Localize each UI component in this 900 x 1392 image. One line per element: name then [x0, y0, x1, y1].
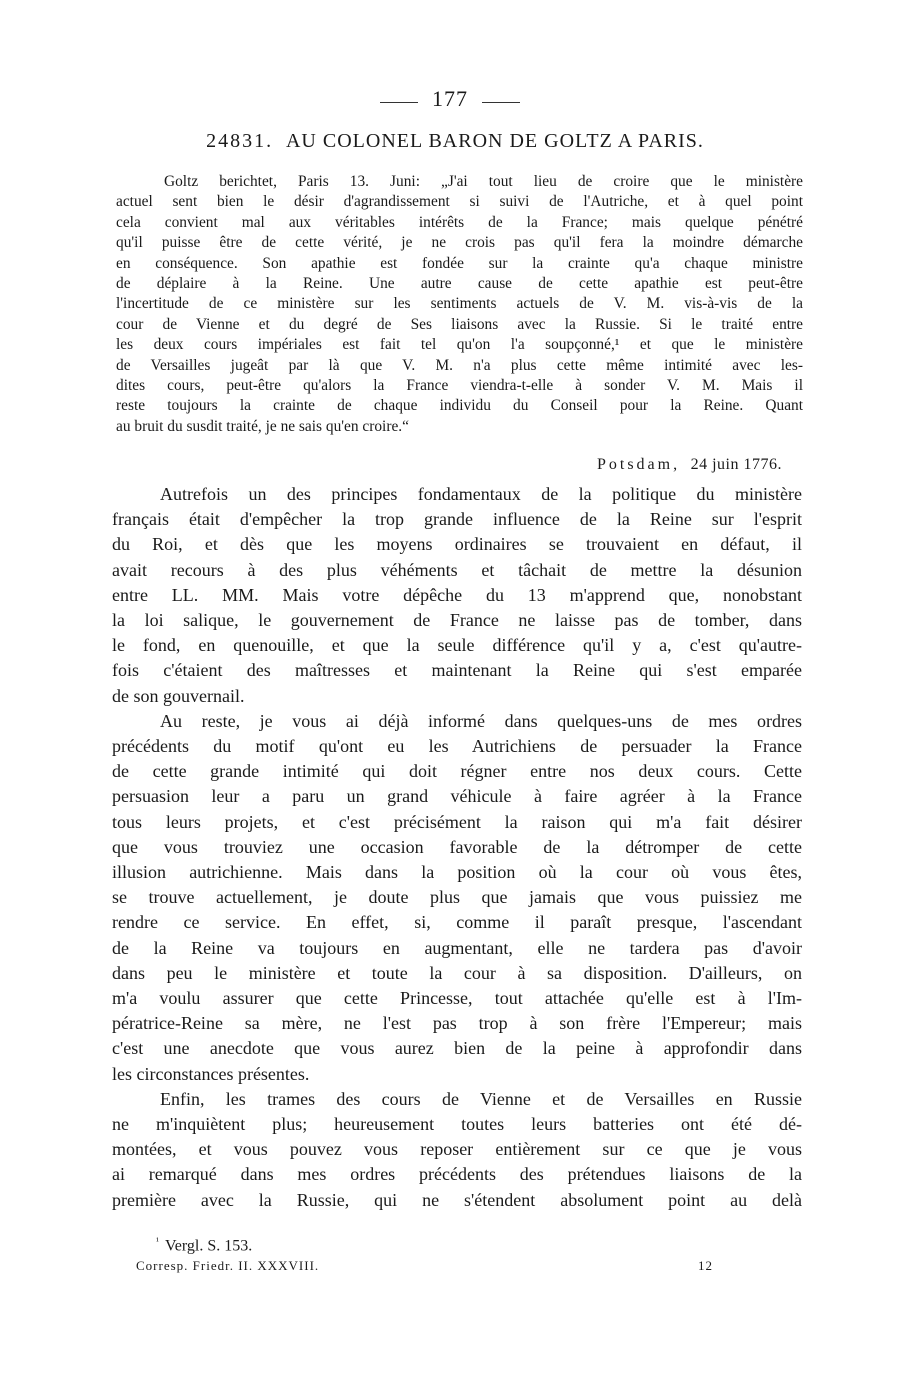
sheet-number: 12: [698, 1258, 713, 1273]
letter-number: 24831.: [206, 130, 274, 152]
body-line: que vous trouviez une occasion favorable de la détromper de cette: [112, 836, 802, 857]
body-line: du Roi, et dès que les moyens ordinaires se trouvaient en défaut, il: [112, 534, 802, 555]
body-line: ai remarqué dans mes ordres précédents des prétendues liaisons de la: [112, 1164, 802, 1185]
footnote-text: Vergl. S. 153.: [165, 1237, 253, 1255]
report-line: en conséquence. Son apathie est fondée sur la crainte qu'a chaque ministre: [116, 254, 803, 272]
report-line: au bruit du susdit traité, je ne sais qu'en croire.“: [116, 417, 409, 435]
report-line: cour de Vienne et du degré de Ses liaisons avec la Russie. Si le traité entre: [116, 315, 803, 333]
report-line: les deux cours impériales est fait tel qu'on l'a soupçonné,¹ et que le ministère: [116, 336, 803, 354]
body-line: illusion autrichienne. Mais dans la position où la cour où vous êtes,: [112, 862, 802, 883]
body-line: Autrefois un des principes fondamentaux de la politique du ministère: [160, 484, 802, 504]
body-line: Au reste, je vous ai déjà informé dans quelques-uns de mes ordres: [160, 710, 802, 731]
report-line: actuel sent bien le désir d'agrandissement si suivi de l'Autriche, et à quel point: [116, 193, 803, 211]
body-line: entre LL. MM. Mais votre dépêche du 13 m'apprend que, nonobstant: [112, 584, 802, 605]
report-line: de déplaire à la Reine. Une autre cause de cette apathie est peut-être: [116, 275, 803, 293]
page-header: [0, 86, 900, 112]
report-line: cela convient mal aux véritables intérêts de la France; mais quelque pénétré: [116, 213, 803, 231]
letter-addressee: AU COLONEL BARON DE GOLTZ A PARIS.: [285, 130, 704, 152]
body-line: persuasion leur a paru un grand véhicule à faire agréer à la France: [112, 786, 802, 807]
report-line: de Versailles jugeât par là que V. M. n'a plus cette même intimité avec les-: [116, 356, 803, 374]
footnote: [156, 1236, 252, 1255]
report-line: Goltz berichtet, Paris 13. Juni: „J'ai tout lieu de croire que le ministère: [164, 173, 803, 190]
header-rule-right: [482, 102, 520, 103]
header-rule-left: [380, 102, 418, 103]
body-line: précédents du motif qu'ont eu les Autrichiens de persuader la France: [112, 736, 802, 757]
letter-body: [112, 482, 802, 1213]
body-line: français était d'empêcher la trop grande influence de la Reine sur l'esprit: [112, 509, 802, 530]
report-line: dites cours, peut-être qu'alors la France viendra-t-elle à sonder V. M. Mais il: [116, 377, 803, 395]
dateline: [597, 456, 782, 474]
report-line: qu'il puisse être de cette vérité, je ne crois pas qu'il fera la moindre démarche: [116, 234, 803, 252]
body-line: fois c'étaient des maîtresses et maintenant la Reine qui s'est emparée: [112, 660, 802, 681]
dateline-date: 24 juin 1776.: [690, 456, 782, 473]
body-line: pératrice-Reine sa mère, ne l'est pas trop à son frère l'Empereur; mais: [112, 1013, 802, 1034]
body-line: se trouve actuellement, je doute plus que jamais que vous puissiez me: [112, 887, 802, 908]
body-line: ne m'inquiètent plus; heureusement toutes leurs batteries ont été dé-: [112, 1114, 802, 1135]
letter-title: [110, 130, 800, 153]
report-excerpt: [116, 172, 803, 437]
report-line: reste toujours la crainte de chaque individu du Conseil pour la Reine. Quant: [116, 397, 803, 415]
body-line: tous leurs projets, et c'est précisément la raison qui m'a fait désirer: [112, 811, 802, 832]
body-line: première avec la Russie, qui ne s'étendent absolument point au delà: [112, 1189, 802, 1210]
body-line: le fond, en quenouille, et que la seule différence qu'il y a, c'est qu'autre-: [112, 635, 802, 656]
body-line: avait recours à des plus véhéments et tâchait de mettre la désunion: [112, 559, 802, 580]
body-line: c'est une anecdote que vous aurez bien de la peine à approfondir dans: [112, 1038, 802, 1059]
dateline-place: Potsdam,: [596, 456, 681, 473]
signature-line: Corresp. Friedr. II. XXXVIII.: [136, 1258, 320, 1273]
body-line: les circonstances présentes.: [112, 1063, 310, 1084]
body-line: montées, et vous pouvez vous reposer entièrement sur ce que je vous: [112, 1139, 802, 1160]
body-line: m'a voulu assurer que cette Princesse, tout attachée qu'elle est à l'Im-: [112, 988, 802, 1009]
report-line: l'incertitude de ce ministère sur les sentiments actuels de V. M. vis-à-vis de la: [116, 295, 803, 313]
body-line: la loi salique, le gouvernement de France ne laisse pas de tomber, dans: [112, 610, 802, 631]
body-line: de cette grande intimité qui doit régner entre nos deux cours. Cette: [112, 761, 802, 782]
body-line: dans peu le ministère et toute la cour à sa disposition. D'ailleurs, on: [112, 962, 802, 983]
footnote-mark: ¹: [156, 1236, 159, 1247]
body-line: de son gouvernail.: [112, 685, 245, 706]
page-number: 177: [432, 86, 468, 111]
body-line: Enfin, les trames des cours de Vienne et de Versailles en Russie: [160, 1088, 802, 1109]
body-line: rendre ce service. En effet, si, comme il paraît presque, l'ascendant: [112, 912, 802, 933]
body-line: de la Reine va toujours en augmentant, elle ne tardera pas d'avoir: [112, 937, 802, 958]
